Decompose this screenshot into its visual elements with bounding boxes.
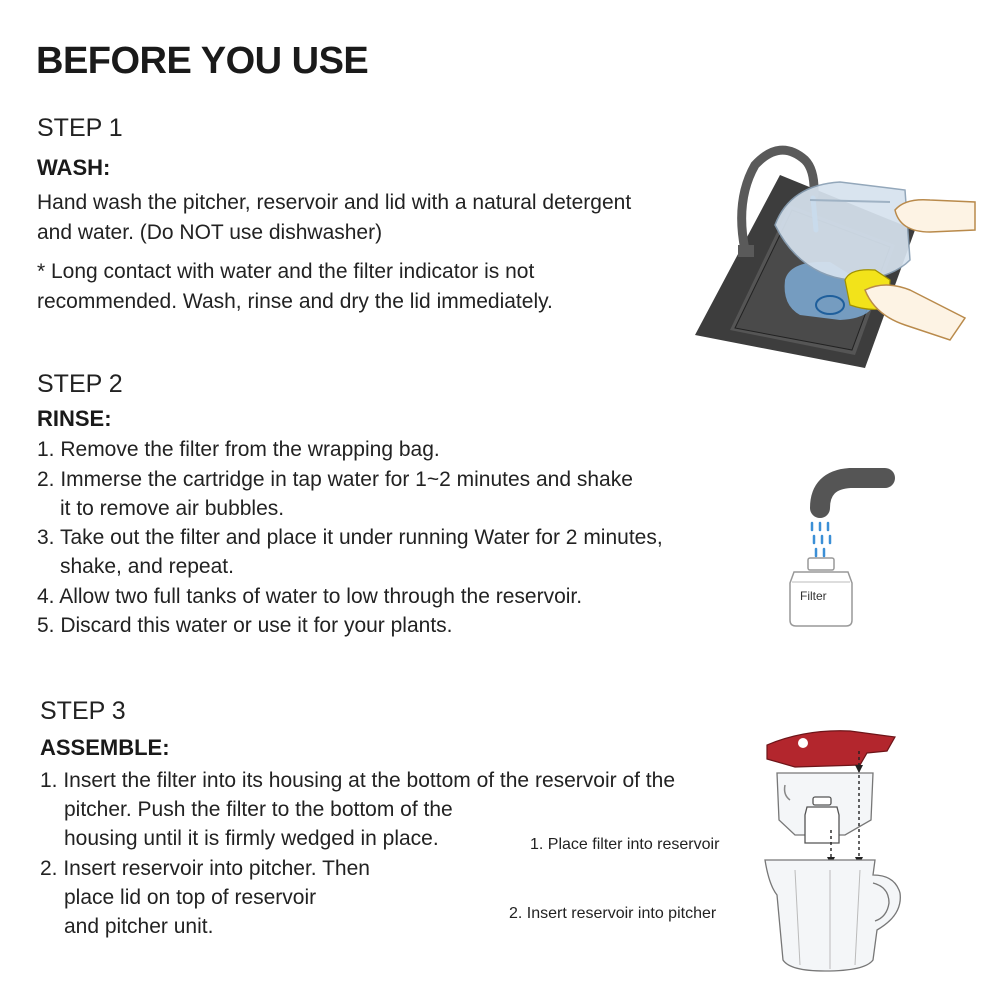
assemble-illustration xyxy=(755,725,905,975)
rinse-filter-illustration xyxy=(780,468,900,633)
step1-text-line: and water. (Do NOT use dishwasher) xyxy=(37,221,383,244)
step1-subheading: WASH: xyxy=(37,155,111,180)
step2-line: it to remove air bubbles. xyxy=(60,497,285,520)
step1-note-line: recommended. Wash, rinse and dry the lid immediately. xyxy=(37,290,553,313)
step2-heading: STEP 2 xyxy=(37,370,123,398)
step3-line: and pitcher unit. xyxy=(64,915,214,938)
wash-sink-illustration xyxy=(690,140,990,370)
step3-line: pitcher. Push the filter to the bottom of the xyxy=(64,798,453,821)
filter-label: Filter xyxy=(800,589,827,603)
caption-insert-reservoir: 2. Insert reservoir into pitcher xyxy=(509,905,717,922)
step1-text-line: Hand wash the pitcher, reservoir and lid with a natural detergent xyxy=(37,191,632,214)
step3-line: 2. Insert reservoir into pitcher. Then xyxy=(40,857,370,880)
assemble-filter xyxy=(805,807,839,843)
hand-right-top xyxy=(895,200,975,232)
caption-place-filter: 1. Place filter into reservoir xyxy=(530,836,720,853)
step1-note-line: * Long contact with water and the filter indicator is not xyxy=(37,260,535,283)
step2-line: 1. Remove the filter from the wrapping bag. xyxy=(37,438,440,461)
step3-line: housing until it is firmly wedged in place. xyxy=(64,827,439,850)
step2-line: 5. Discard this water or use it for your plants. xyxy=(37,614,453,637)
step2-line: 2. Immerse the cartridge in tap water for 1~2 minutes and shake xyxy=(37,468,633,491)
step1-heading: STEP 1 xyxy=(37,114,123,142)
page-title: BEFORE YOU USE xyxy=(36,40,369,82)
step2-line: shake, and repeat. xyxy=(60,555,234,578)
water-drops xyxy=(812,523,830,556)
step2-subheading: RINSE: xyxy=(37,406,112,431)
step3-line: place lid on top of reservoir xyxy=(64,886,317,909)
step3-subheading: ASSEMBLE: xyxy=(40,735,170,760)
pitcher-body xyxy=(765,860,900,971)
pitcher-lid xyxy=(767,731,895,767)
step3-line: 1. Insert the filter into its housing at the bottom of the reservoir of the xyxy=(40,769,676,792)
step2-line: 3. Take out the filter and place it under running Water for 2 minutes, xyxy=(37,526,663,549)
step2-line: 4. Allow two full tanks of water to low through the reservoir. xyxy=(37,585,583,608)
step3-heading: STEP 3 xyxy=(40,697,126,725)
tap-spout xyxy=(820,478,885,508)
